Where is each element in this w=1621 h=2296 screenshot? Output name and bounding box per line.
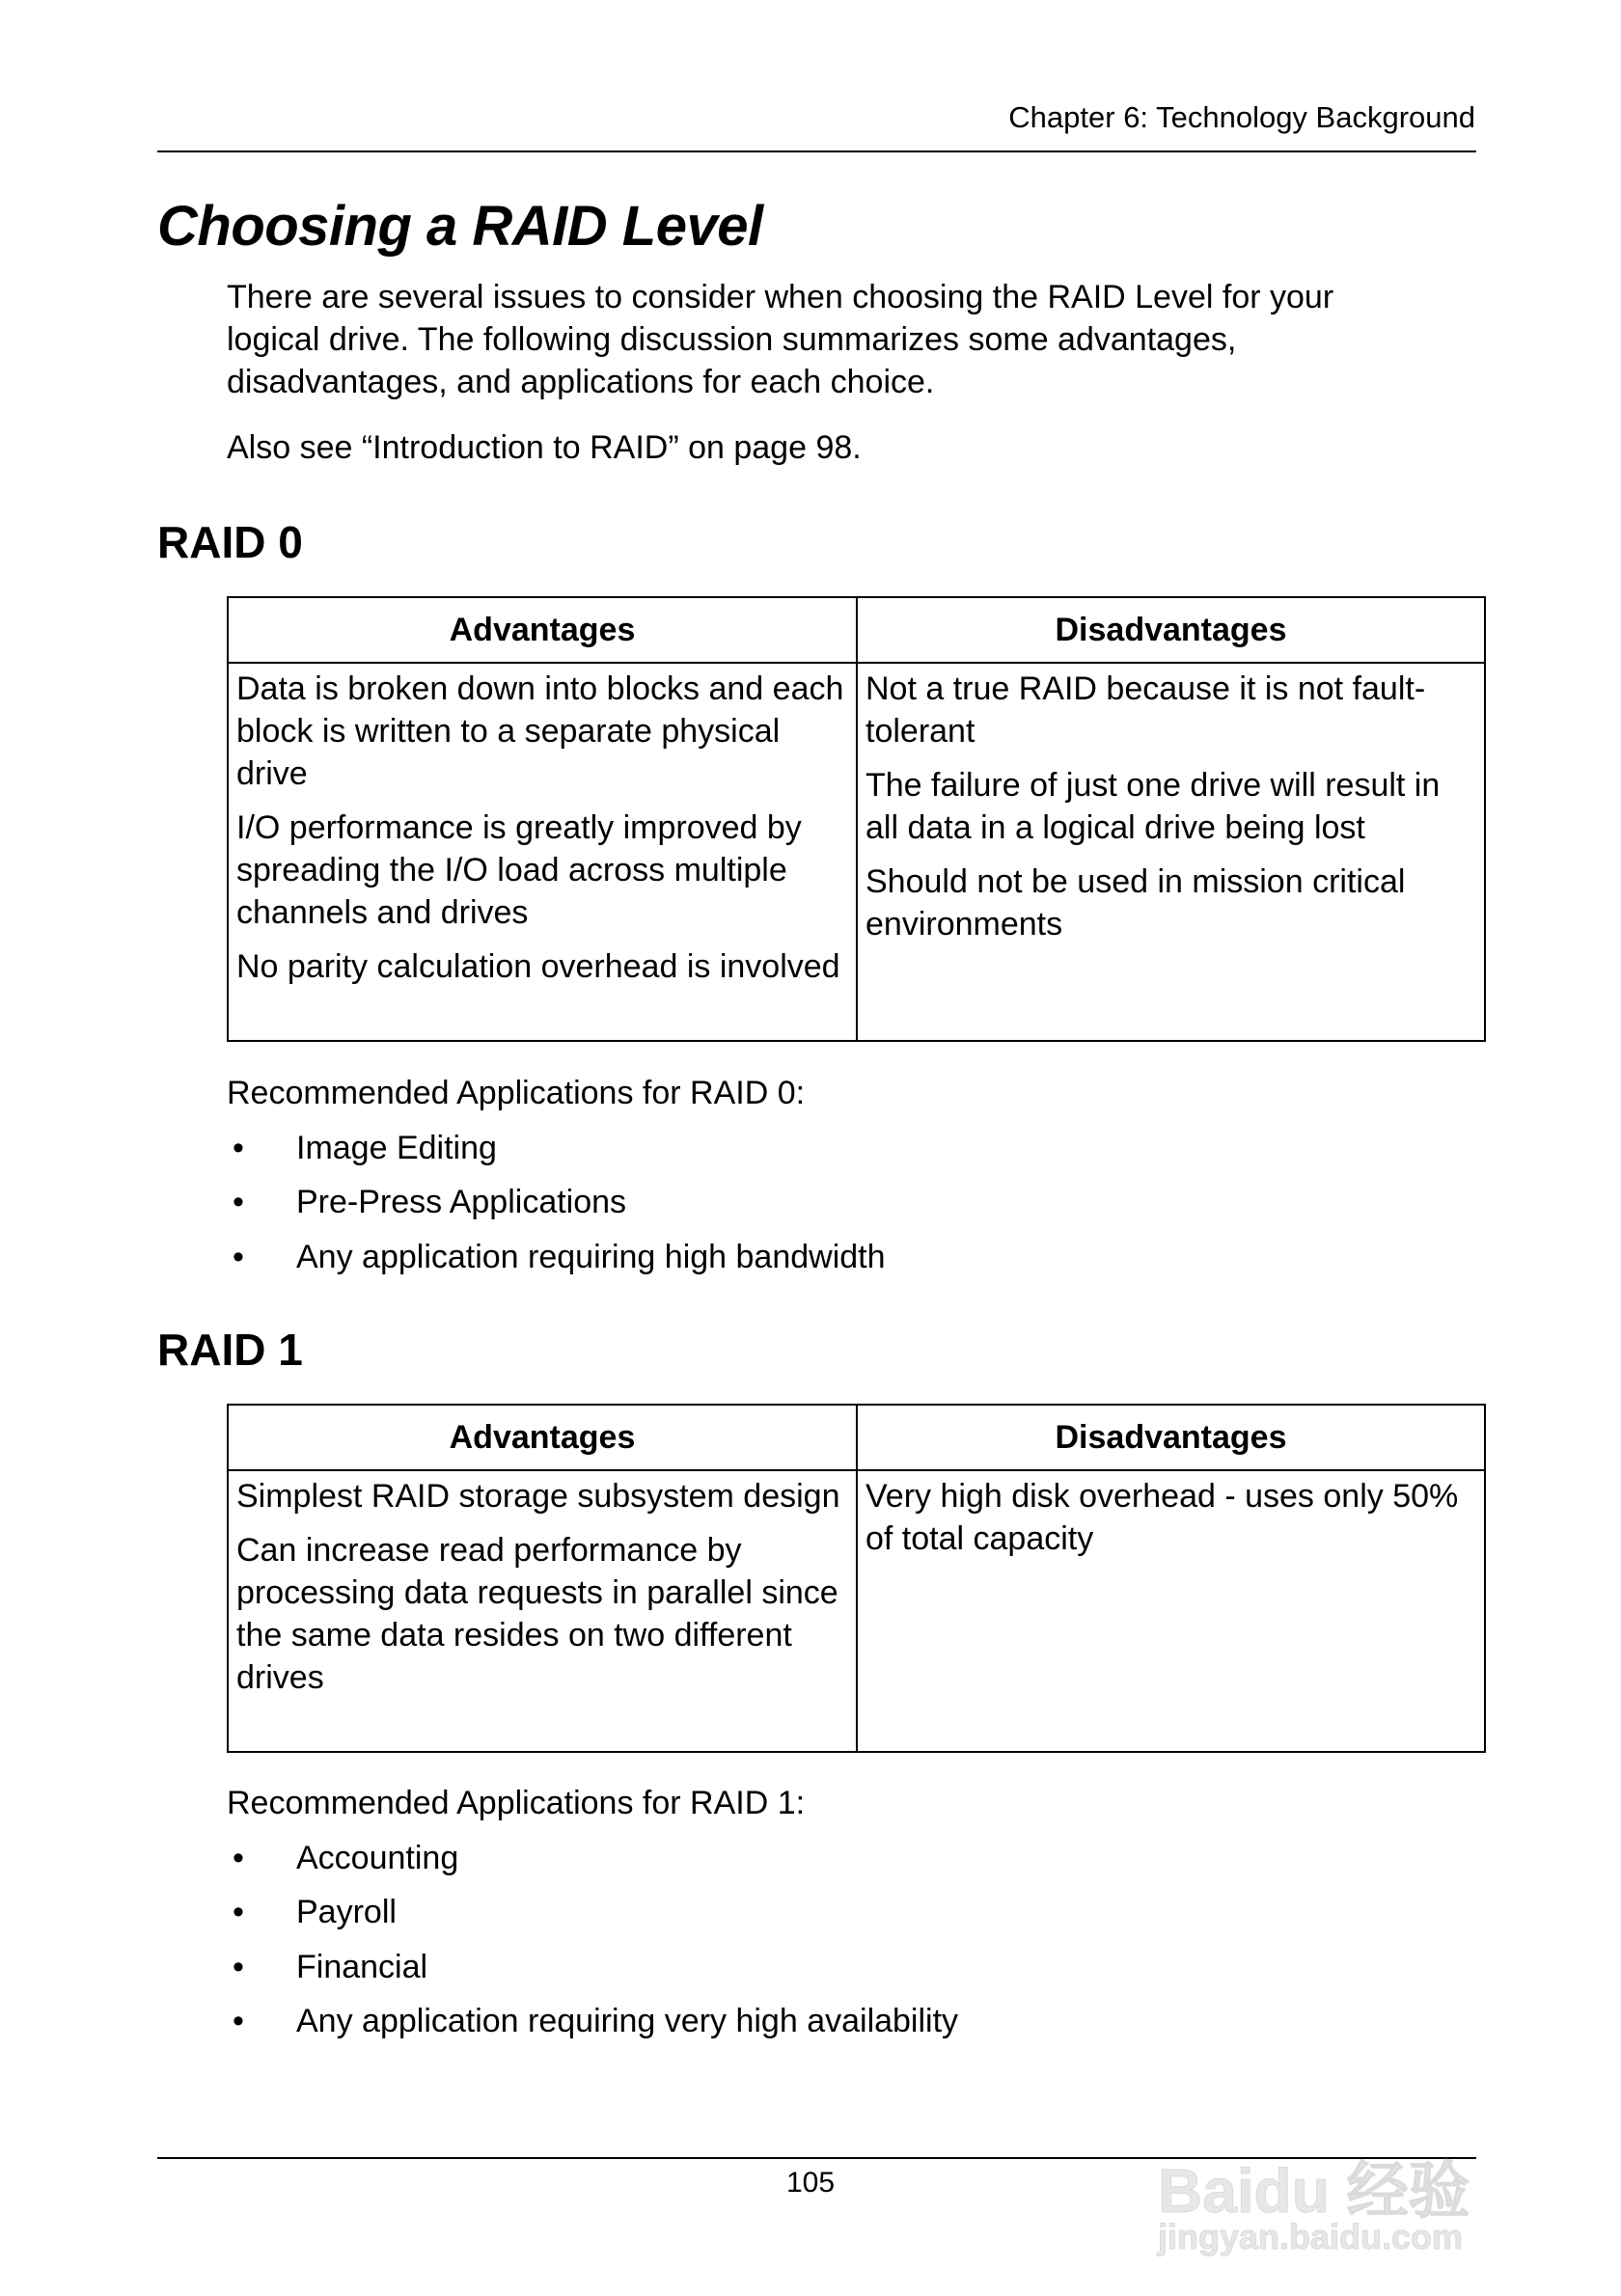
bullet-icon: • <box>233 1184 244 1220</box>
list-item: Any application requiring very high availability <box>296 2003 959 2039</box>
column-header-disadvantages: Disadvantages <box>857 1405 1485 1470</box>
raid1-table <box>227 1404 1486 1753</box>
list-item: Image Editing <box>296 1130 497 1166</box>
raid0-recommended-label: Recommended Applications for RAID 0: <box>227 1075 806 1111</box>
raid1-heading: RAID 1 <box>157 1325 303 1375</box>
column-header-disadvantages: Disadvantages <box>857 597 1485 663</box>
intro-line: disadvantages, and applications for each choice. <box>227 364 935 400</box>
advantage-item: Data is broken down into blocks and each block is written to a separate physical drive <box>236 670 844 792</box>
table-row <box>228 1470 1485 1752</box>
list-item: Pre-Press Applications <box>296 1184 627 1220</box>
header-rule <box>157 150 1476 152</box>
bullet-icon: • <box>233 2003 244 2039</box>
list-item: Any application requiring high bandwidth <box>296 1239 886 1275</box>
advantage-item: Simplest RAID storage subsystem design <box>236 1478 840 1515</box>
raid0-table <box>227 596 1486 1042</box>
advantages-cell <box>228 663 857 1041</box>
intro-line: logical drive. The following discussion summarizes some advantages, <box>227 321 1237 358</box>
disadvantages-cell <box>857 663 1485 1041</box>
disadvantage-item: Not a true RAID because it is not fault-tolerant <box>865 670 1426 750</box>
bullet-icon: • <box>233 1239 244 1275</box>
baidu-watermark <box>1158 2103 1544 2257</box>
list-item: Accounting <box>296 1840 459 1876</box>
advantages-cell <box>228 1470 857 1752</box>
watermark-url: jingyan.baidu.com <box>1158 2217 1464 2256</box>
disadvantages-cell <box>857 1470 1485 1752</box>
intro-line: There are several issues to consider when choosing the RAID Level for your <box>227 279 1334 315</box>
see-also-link-text: Also see “Introduction to RAID” on page 98. <box>227 429 862 466</box>
column-header-advantages: Advantages <box>228 1405 857 1470</box>
raid1-recommended-label: Recommended Applications for RAID 1: <box>227 1785 806 1821</box>
disadvantage-item: The failure of just one drive will result in all data in a logical drive being lost <box>865 767 1441 846</box>
column-header-advantages: Advantages <box>228 597 857 663</box>
table-row <box>228 663 1485 1041</box>
watermark-brand: Baidu 经验 <box>1158 2156 1470 2226</box>
running-header: Chapter 6: Technology Background <box>1008 100 1475 134</box>
page-title: Choosing a RAID Level <box>157 195 763 258</box>
table-header-row <box>228 597 1485 663</box>
advantage-item: Can increase read performance by processing data requests in parallel since the same data resides on two different drives <box>236 1532 838 1696</box>
disadvantage-item: Very high disk overhead - uses only 50% of total capacity <box>865 1478 1459 1557</box>
bullet-icon: • <box>233 1840 244 1876</box>
disadvantage-item: Should not be used in mission critical environments <box>865 863 1406 943</box>
bullet-icon: • <box>233 1894 244 1930</box>
list-item: Financial <box>296 1949 428 1985</box>
raid0-heading: RAID 0 <box>157 517 303 567</box>
intro-paragraph <box>227 276 1471 403</box>
bullet-icon: • <box>233 1949 244 1985</box>
advantage-item: No parity calculation overhead is involved <box>236 948 840 985</box>
advantage-item: I/O performance is greatly improved by spreading the I/O load across multiple channels and drives <box>236 809 802 931</box>
page-number: 105 <box>785 2167 836 2199</box>
table-header-row <box>228 1405 1485 1470</box>
bullet-icon: • <box>233 1130 244 1166</box>
list-item: Payroll <box>296 1894 397 1930</box>
